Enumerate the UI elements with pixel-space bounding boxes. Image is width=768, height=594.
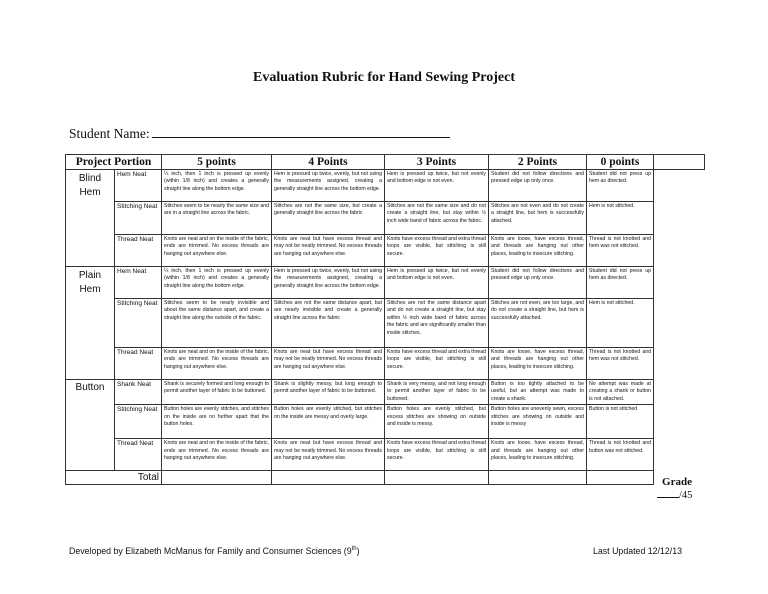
header-project-portion: Project Portion bbox=[66, 155, 162, 170]
total-cell bbox=[162, 471, 272, 485]
footer-updated: Last Updated 12/12/13 bbox=[593, 546, 683, 556]
criterion-cell: Shank Neat bbox=[115, 380, 162, 405]
descriptor-cell: Student did not press up hem as directed. bbox=[587, 170, 654, 202]
descriptor-cell: Thread is not knotted and button was not stitched. bbox=[587, 439, 654, 471]
footer-credit-end: ) bbox=[356, 546, 360, 556]
descriptor-cell: Hem is pressed up twice, but not evenly and bottom edge is not even. bbox=[385, 170, 489, 202]
descriptor-cell: Button is too tightly attached to be useful, but an attempt was made to create a shank. bbox=[489, 380, 587, 405]
rubric-table bbox=[65, 154, 705, 485]
header-row bbox=[66, 155, 705, 170]
descriptor-cell: Knots are neat but have excess thread and may not be neatly trimmed. No excess threads are hanging out anywhere else. bbox=[272, 348, 385, 380]
descriptor-cell: Stitches seem to be nearly the same size and are in a straight line across the fabric. bbox=[162, 202, 272, 235]
descriptor-cell: Stitches seem to be nearly invisible and about the same distance apart, and create a straight line along the outside of the fabric. bbox=[162, 299, 272, 348]
rubric-row bbox=[66, 405, 705, 439]
descriptor-cell: Shank is securely formed and long enough to permit another layer of fabric to be buttoned. bbox=[162, 380, 272, 405]
descriptor-cell: Hem is pressed up twice, but not evenly and bottom edge is not even. bbox=[385, 267, 489, 299]
document-title: Evaluation Rubric for Hand Sewing Project bbox=[253, 70, 515, 85]
descriptor-cell: Stitches are not even and do not create a straight line, but hem is successfully attached. bbox=[489, 202, 587, 235]
descriptor-cell: Knots are neat but have excess thread and may not be neatly trimmed. No excess threads are hanging out anywhere else. bbox=[272, 235, 385, 267]
descriptor-cell: ¼ inch, then 1 inch is pressed up evenly (within 1/8 inch) and creates a generally straight line along the bottom edge. bbox=[162, 170, 272, 202]
descriptor-cell: Button holes are evenly stitches, and stitches on the inside are no further apart that the button holes. bbox=[162, 405, 272, 439]
descriptor-cell: ¼ inch, then 1 inch is pressed up evenly (within 1/8 inch) and creates a generally straight line along the bottom edge. bbox=[162, 267, 272, 299]
descriptor-cell: Student did not follow directions and pressed edge up only once. bbox=[489, 170, 587, 202]
criterion-cell: Hem Neat bbox=[115, 267, 162, 299]
total-label: Total bbox=[66, 471, 162, 485]
descriptor-cell: Knots have excess thread and extra thread loops are visible, but stitching is still secure. bbox=[385, 235, 489, 267]
descriptor-cell: Student did not press up hem as directed. bbox=[587, 267, 654, 299]
grade-column bbox=[654, 155, 705, 170]
header-4-points: 4 Points bbox=[272, 155, 385, 170]
descriptor-cell: Button is not stitched bbox=[587, 405, 654, 439]
descriptor-cell: Button holes are evenly stitched, but excess stitches are showing on outside and inside is messy. bbox=[385, 405, 489, 439]
criterion-cell: Stitching Neat bbox=[115, 202, 162, 235]
descriptor-cell: Knots are loose, have excess thread, and threads are hanging out other places, leading to insecure stitching. bbox=[489, 439, 587, 471]
criterion-cell: Thread Neat bbox=[115, 235, 162, 267]
total-cell bbox=[385, 471, 489, 485]
header-5-points: 5 points bbox=[162, 155, 272, 170]
grade-label: Grade bbox=[662, 476, 692, 488]
header-2-points: 2 Points bbox=[489, 155, 587, 170]
descriptor-cell: Knots are loose, have excess thread, and threads are hanging out other places, leading to insecure stitching. bbox=[489, 348, 587, 380]
descriptor-cell: Thread is not knotted and hem was not stitched. bbox=[587, 235, 654, 267]
header-0-points: 0 points bbox=[587, 155, 654, 170]
descriptor-cell: Hem is pressed up twice, evenly, but not using the measurements assigned, creating a generally straight line across the bottom edge. bbox=[272, 170, 385, 202]
grade-blank bbox=[657, 488, 679, 498]
descriptor-cell: Stitches are not even, are too large, and do not create a straight line, but hem is successfully attached. bbox=[489, 299, 587, 348]
rubric-row bbox=[66, 202, 705, 235]
portion-cell: Blind Hem bbox=[66, 170, 115, 267]
criterion-cell: Stitching Neat bbox=[115, 299, 162, 348]
rubric-row bbox=[66, 380, 705, 405]
descriptor-cell: Knots are neat and on the inside of the fabric, ends are trimmed. No excess threads are hanging out anywhere else. bbox=[162, 235, 272, 267]
student-name-blank-2 bbox=[342, 125, 450, 138]
grade-out-of: /45 bbox=[679, 490, 693, 501]
descriptor-cell: Knots have excess thread and extra thread loops are visible, but stitching is still secure. bbox=[385, 348, 489, 380]
descriptor-cell: Knots are neat but have excess thread and may not be neatly trimmed. No excess threads are hanging out anywhere else. bbox=[272, 439, 385, 471]
descriptor-cell: Hem is not stitched. bbox=[587, 299, 654, 348]
footer-credit-sup: th bbox=[351, 546, 357, 553]
rubric-row bbox=[66, 439, 705, 471]
footer-credit bbox=[69, 546, 360, 556]
criterion-cell: Thread Neat bbox=[115, 348, 162, 380]
descriptor-cell: Hem is not stitched. bbox=[587, 202, 654, 235]
rubric-row bbox=[66, 267, 705, 299]
descriptor-cell: Shank is very messy, and not long enough to permit another layer of fabric to be buttoned. bbox=[385, 380, 489, 405]
descriptor-cell: Stitches are not the same distance apart and do not create a straight line, but stay within ½ inch wide band of fabric across the fabric and are significantly smaller than inside stitches. bbox=[385, 299, 489, 348]
header-3-points: 3 Points bbox=[385, 155, 489, 170]
student-name-field bbox=[69, 125, 450, 142]
total-cell bbox=[489, 471, 587, 485]
descriptor-cell: Stitches are not the same size and do not create a straight line, but stay within ½ inch wide band of fabric across the fabric. bbox=[385, 202, 489, 235]
portion-cell: Button bbox=[66, 380, 115, 471]
student-name-label: Student Name: bbox=[69, 126, 150, 141]
descriptor-cell: Knots have excess thread and extra thread loops are visible, but stitching is still secure. bbox=[385, 439, 489, 471]
rubric-row bbox=[66, 235, 705, 267]
student-name-blank bbox=[152, 125, 342, 138]
descriptor-cell: Knots are neat and on the inside of the fabric, ends are trimmed. No excess threads are hanging out anywhere else. bbox=[162, 439, 272, 471]
criterion-cell: Thread Neat bbox=[115, 439, 162, 471]
descriptor-cell: Hem is pressed up twice, evenly, but not using the measurements assigned, creating a generally straight line across the bottom edge. bbox=[272, 267, 385, 299]
total-cell bbox=[272, 471, 385, 485]
descriptor-cell: Student did not follow directions and pressed edge up only once. bbox=[489, 267, 587, 299]
rubric-row bbox=[66, 299, 705, 348]
descriptor-cell: Knots are loose, have excess thread, and threads are hanging out other places, leading to insecure stitching. bbox=[489, 235, 587, 267]
grade-box bbox=[651, 476, 703, 501]
total-cell bbox=[587, 471, 654, 485]
descriptor-cell: Shank is slightly messy, but long enough to permit another layer of fabric to be buttoned. bbox=[272, 380, 385, 405]
descriptor-cell: No attempt was made at creating a shank or button is not attached. bbox=[587, 380, 654, 405]
descriptor-cell: Stitches are not the same size, but create a generally straight line across the fabric bbox=[272, 202, 385, 235]
descriptor-cell: Thread is not knotted and hem was not stitched. bbox=[587, 348, 654, 380]
rubric-row bbox=[66, 348, 705, 380]
rubric-row bbox=[66, 170, 705, 202]
descriptor-cell: Knots are neat and on the inside of the fabric, ends are trimmed. No excess threads are hanging out anywhere else. bbox=[162, 348, 272, 380]
descriptor-cell: Button holes are evenly stitched, but stitches on the inside are messy and overly large. bbox=[272, 405, 385, 439]
portion-cell: Plain Hem bbox=[66, 267, 115, 380]
criterion-cell: Hem Neat bbox=[115, 170, 162, 202]
grade-value bbox=[651, 488, 703, 501]
footer-credit-text: Developed by Elizabeth McManus for Family and Consumer Sciences (9 bbox=[69, 546, 352, 556]
criterion-cell: Stitching Neat bbox=[115, 405, 162, 439]
total-row bbox=[66, 471, 705, 485]
descriptor-cell: Stitches are not the same distance apart, but are nearly invisible and create a generally straight line across the fabric bbox=[272, 299, 385, 348]
descriptor-cell: Button holes are unevenly sewn, excess stitches are showing on outside and inside is messy bbox=[489, 405, 587, 439]
